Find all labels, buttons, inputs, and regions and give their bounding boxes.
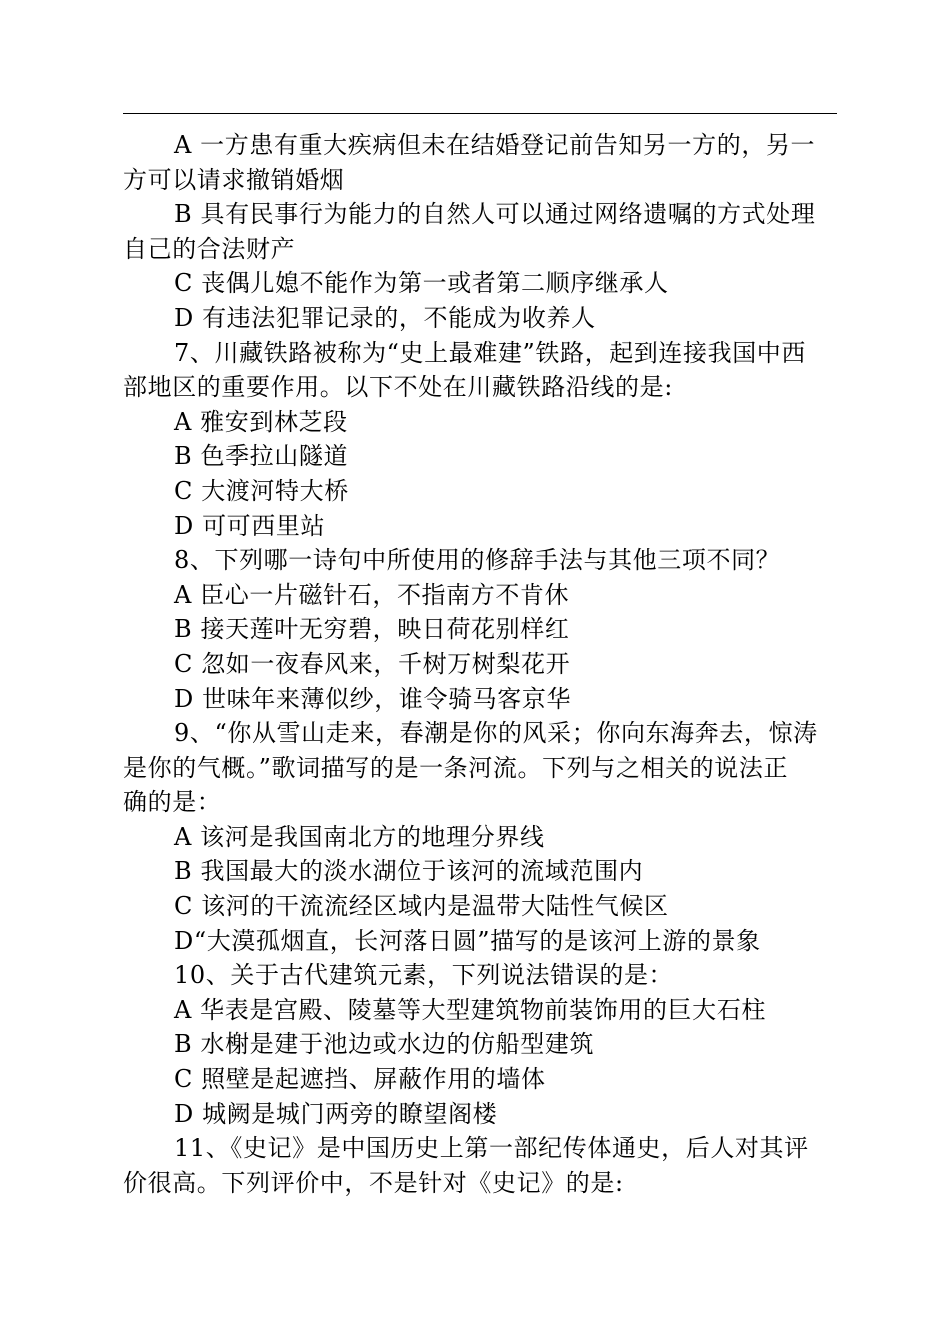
text-line: D 世味年来薄似纱，谁令骑马客京华 <box>174 684 572 713</box>
text-line: A 臣心一片磁针石，不指南方不肯休 <box>174 580 570 609</box>
text-line: 部地区的重要作用。以下不处在川藏铁路沿线的是: <box>123 373 673 402</box>
text-line: C 忽如一夜春风来，千树万树梨花开 <box>174 649 571 678</box>
text-line: A 该河是我国南北方的地理分界线 <box>174 822 545 851</box>
text-line: B 水榭是建于池边或水边的仿船型建筑 <box>174 1030 595 1059</box>
text-line: D“大漠孤烟直，长河落日圆”描写的是该河上游的景象 <box>174 926 761 955</box>
text-line: 11、《史记》是中国历史上第一部纪传体通史，后人对其评 <box>174 1134 809 1163</box>
text-line: D 有违法犯罪记录的，不能成为收养人 <box>174 303 596 332</box>
text-line: C 大渡河特大桥 <box>174 476 349 505</box>
text-line: C 照壁是起遮挡、屏蔽作用的墙体 <box>174 1065 546 1094</box>
text-line: 7、川藏铁路被称为“史上最难建”铁路，起到连接我国中西 <box>174 338 807 367</box>
text-line: B 我国最大的淡水湖位于该河的流域范围内 <box>174 857 644 886</box>
text-line: 确的是： <box>123 788 222 817</box>
text-line: C 该河的干流流经区域内是温带大陆性气候区 <box>174 892 669 921</box>
header-rule <box>123 113 837 114</box>
text-line: 8、下列哪一诗句中所使用的修辞手法与其他三项不同？ <box>174 546 781 575</box>
text-line: 方可以请求撤销婚烟 <box>123 165 345 194</box>
text-line: 9、“你从雪山走来，春潮是你的风采；你向东海奔去，惊涛 <box>174 719 818 748</box>
text-line: A 华表是宫殿、陵墓等大型建筑物前装饰用的巨大石柱 <box>174 995 766 1024</box>
text-line: A 一方患有重大疾病但未在结婚登记前告知另一方的，另一 <box>174 131 816 159</box>
text-line: D 可可西里站 <box>174 511 326 540</box>
text-line: 10、关于古代建筑元素，下列说法错误的是： <box>174 961 674 990</box>
text-line: B 具有民事行为能力的自然人可以通过网络遗嘱的方式处理 <box>174 200 816 229</box>
text-line: B 接天莲叶无穷碧，映日荷花别样红 <box>174 615 570 644</box>
text-line: 价很高。下列评价中，不是针对《史记》的是: <box>123 1168 624 1197</box>
document-body <box>123 128 837 1200</box>
text-line: 是你的气概。”歌词描写的是一条河流。下列与之相关的说法正 <box>123 753 789 782</box>
text-line: 自己的合法财产 <box>123 234 296 263</box>
text-line: A 雅安到林芝段 <box>174 407 348 436</box>
text-line: C 丧偶儿媳不能作为第一或者第二顺序继承人 <box>174 269 669 298</box>
text-line: B 色季拉山隧道 <box>174 442 349 471</box>
text-line: D 城阙是城门两旁的瞭望阁楼 <box>174 1099 498 1128</box>
